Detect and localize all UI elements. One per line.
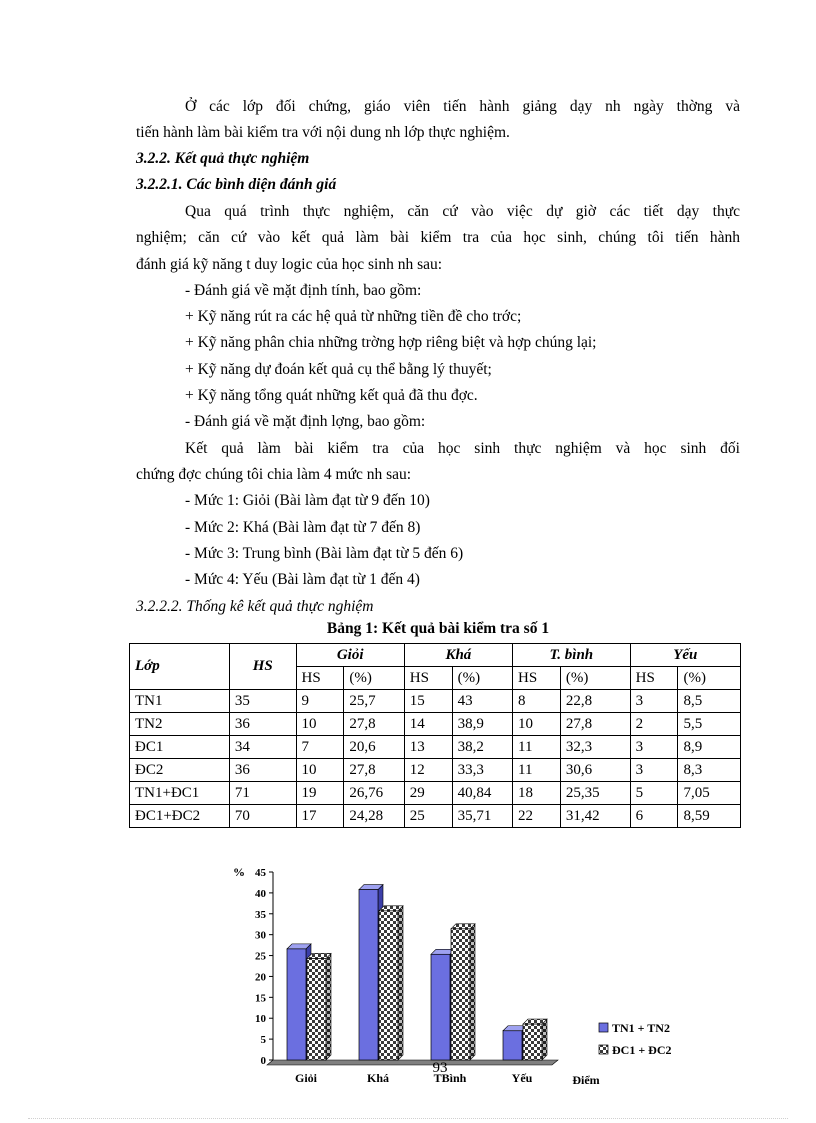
table-cell: 19: [296, 782, 344, 805]
table-cell: 26,76: [344, 782, 404, 805]
table-cell: 10: [296, 713, 344, 736]
table-cell: 2: [630, 713, 678, 736]
para-1-line-1: Ở các lớp đối chứng, giáo viên tiến hành giảng dạy nh ngày thờng và: [185, 98, 740, 115]
x-tick-label: Khá: [366, 1071, 390, 1085]
table-cell: 43: [452, 690, 512, 713]
table-caption: Bảng 1: Kết quả bài kiểm tra số 1: [326, 620, 550, 637]
bar-dc-1: [379, 911, 398, 1060]
qualitative-item: + Kỹ năng rút ra các hệ quả từ những tiền đề cho trớc;: [185, 308, 522, 325]
level-item: - Mức 3: Trung bình (Bài làm đạt từ 5 đến 6): [185, 545, 464, 562]
legend-swatch: [599, 1023, 608, 1032]
table-cell: 3: [630, 736, 678, 759]
table-cell: 9: [296, 690, 344, 713]
table-cell: 22: [513, 805, 561, 828]
table-cell: 29: [404, 782, 452, 805]
table-header-row: [130, 644, 741, 667]
sub-header-hs: HS: [513, 667, 561, 690]
table-cell: 31,42: [560, 805, 630, 828]
table-cell: 35,71: [452, 805, 512, 828]
level-item: - Mức 4: Yếu (Bài làm đạt từ 1 đến 4): [185, 571, 420, 588]
bar-dc-3: [523, 1024, 542, 1060]
sub-header-pct: (%): [452, 667, 512, 690]
sub-header-pct: (%): [678, 667, 741, 690]
table-row: [130, 782, 741, 805]
table-cell: 25,35: [560, 782, 630, 805]
para-1-line-2: tiến hành làm bài kiểm tra với nội dung nh lớp thực nghiệm.: [136, 124, 510, 141]
table-cell: 8,9: [678, 736, 741, 759]
table-cell: ĐC1+ĐC2: [130, 805, 230, 828]
y-tick-label: 25: [255, 950, 266, 963]
table-cell: 12: [404, 759, 452, 782]
col-group-tbinh: T. bình: [513, 644, 631, 667]
legend-label: TN1 + TN2: [612, 1021, 670, 1035]
legend-swatch: [599, 1045, 608, 1054]
y-axis-label: %: [233, 865, 245, 879]
table-row: [130, 713, 741, 736]
table-cell: 36: [229, 759, 296, 782]
x-axis-label: Điểm: [572, 1073, 600, 1087]
stats-heading: 3.2.2.2. Thống kê kết quả thực nghiệm: [136, 598, 374, 615]
y-tick-label: 5: [260, 1034, 266, 1047]
table-row: [130, 690, 741, 713]
table-cell: 8,3: [678, 759, 741, 782]
legend-label: ĐC1 + ĐC2: [612, 1043, 672, 1057]
quantitative-title: - Đánh giá về mặt định lợng, bao gồm:: [185, 413, 426, 430]
table-cell: 13: [404, 736, 452, 759]
table-cell: 11: [513, 736, 561, 759]
qualitative-item: + Kỹ năng phân chia những trờng hợp riêng biệt và hợp chúng lại;: [185, 334, 597, 351]
x-tick-label: Yếu: [511, 1071, 533, 1085]
table-cell: 27,8: [344, 713, 404, 736]
qualitative-item: + Kỹ năng dự đoán kết quả cụ thể bằng lý thuyết;: [185, 361, 492, 378]
para-3-line-2: chứng đợc chúng tôi chia làm 4 mức nh sau:: [136, 466, 412, 483]
y-tick-label: 30: [255, 929, 266, 942]
table-cell: 33,3: [452, 759, 512, 782]
bar-side: [470, 924, 475, 1060]
table-cell: 8,59: [678, 805, 741, 828]
table-cell: 3: [630, 759, 678, 782]
section-heading: 3.2.2. Kết quả thực nghiệm: [136, 150, 310, 167]
bar-dc-2: [451, 929, 470, 1060]
table-cell: TN2: [130, 713, 230, 736]
table-cell: 27,8: [344, 759, 404, 782]
level-item: - Mức 1: Giỏi (Bài làm đạt từ 9 đến 10): [185, 492, 430, 509]
sub-header-pct: (%): [560, 667, 630, 690]
chart-axes: [269, 872, 273, 1060]
table-row: [130, 805, 741, 828]
bar-side: [542, 1019, 547, 1060]
table-cell: 8,5: [678, 690, 741, 713]
qualitative-item: + Kỹ năng tổng quát những kết quả đã thu đợc.: [185, 387, 478, 404]
y-tick-label: 10: [255, 1013, 266, 1026]
bar-tn-3: [503, 1031, 522, 1060]
page-number: 93: [432, 1060, 448, 1076]
sub-header-hs: HS: [296, 667, 344, 690]
bar-side: [398, 906, 403, 1060]
page-bottom-rule: [28, 1118, 788, 1119]
table-cell: 6: [630, 805, 678, 828]
table-cell: 32,3: [560, 736, 630, 759]
bar-dc-0: [307, 958, 326, 1060]
bar-tn-1: [359, 890, 378, 1060]
col-group-yeu: Yếu: [630, 644, 740, 667]
table-cell: 35: [229, 690, 296, 713]
table-cell: ĐC1: [130, 736, 230, 759]
table-cell: 11: [513, 759, 561, 782]
table-cell: ĐC2: [130, 759, 230, 782]
subsection-heading: 3.2.2.1. Các bình diện đánh giá: [136, 176, 337, 193]
y-tick-label: 45: [255, 867, 266, 879]
para-2-line-2: nghiệm; căn cứ vào kết quả làm bài kiểm tra của học sinh, chúng tôi tiến hành: [136, 229, 740, 246]
table-row: [130, 759, 741, 782]
table-cell: 10: [296, 759, 344, 782]
x-tick-label: TBình: [433, 1071, 467, 1085]
table-cell: TN1+ĐC1: [130, 782, 230, 805]
table-cell: 5,5: [678, 713, 741, 736]
y-tick-label: 15: [255, 992, 266, 1005]
table-cell: 3: [630, 690, 678, 713]
bar-tn-0: [287, 949, 306, 1060]
col-header-class: Lớp: [130, 644, 230, 690]
x-tick-label: Giỏi: [294, 1071, 318, 1085]
y-tick-label: 0: [260, 1055, 266, 1067]
table-cell: TN1: [130, 690, 230, 713]
results-table: [129, 643, 741, 828]
table-cell: 70: [229, 805, 296, 828]
sub-header-hs: HS: [404, 667, 452, 690]
bar-tn-2: [431, 954, 450, 1060]
col-group-gioi: Giỏi: [296, 644, 404, 667]
table-cell: 38,9: [452, 713, 512, 736]
table-cell: 71: [229, 782, 296, 805]
table-cell: 22,8: [560, 690, 630, 713]
y-tick-label: 40: [255, 887, 266, 900]
table-cell: 8: [513, 690, 561, 713]
para-2-line-3: đánh giá kỹ năng t duy logic của học sinh nh sau:: [136, 256, 443, 273]
sub-header-pct: (%): [344, 667, 404, 690]
chart-bars: [287, 885, 547, 1060]
table-cell: 17: [296, 805, 344, 828]
table-row: [130, 736, 741, 759]
table-cell: 38,2: [452, 736, 512, 759]
table-cell: 7: [296, 736, 344, 759]
table-cell: 36: [229, 713, 296, 736]
table-cell: 18: [513, 782, 561, 805]
table-cell: 5: [630, 782, 678, 805]
table-cell: 34: [229, 736, 296, 759]
table-cell: 15: [404, 690, 452, 713]
table-cell: 30,6: [560, 759, 630, 782]
col-header-hs: HS: [229, 644, 296, 690]
table-cell: 7,05: [678, 782, 741, 805]
col-group-kha: Khá: [404, 644, 512, 667]
table-cell: 27,8: [560, 713, 630, 736]
y-tick-label: 35: [255, 908, 266, 921]
sub-header-hs: HS: [630, 667, 678, 690]
table-cell: 10: [513, 713, 561, 736]
table-cell: 14: [404, 713, 452, 736]
results-bar-chart: [225, 855, 672, 1090]
table-cell: 20,6: [344, 736, 404, 759]
y-tick-label: 20: [255, 971, 266, 984]
table-cell: 25,7: [344, 690, 404, 713]
table-cell: 25: [404, 805, 452, 828]
qualitative-title: - Đánh giá về mặt định tính, bao gồm:: [185, 282, 422, 299]
bar-side: [326, 953, 331, 1060]
para-3-line-1: Kết quả làm bài kiểm tra của học sinh thực nghiệm và học sinh đối: [185, 440, 740, 457]
para-2-line-1: Qua quá trình thực nghiệm, căn cứ vào việc dự giờ các tiết dạy thực: [185, 203, 740, 220]
chart-legend: [595, 1015, 705, 1061]
level-item: - Mức 2: Khá (Bài làm đạt từ 7 đến 8): [185, 519, 421, 536]
table-cell: 24,28: [344, 805, 404, 828]
table-cell: 40,84: [452, 782, 512, 805]
